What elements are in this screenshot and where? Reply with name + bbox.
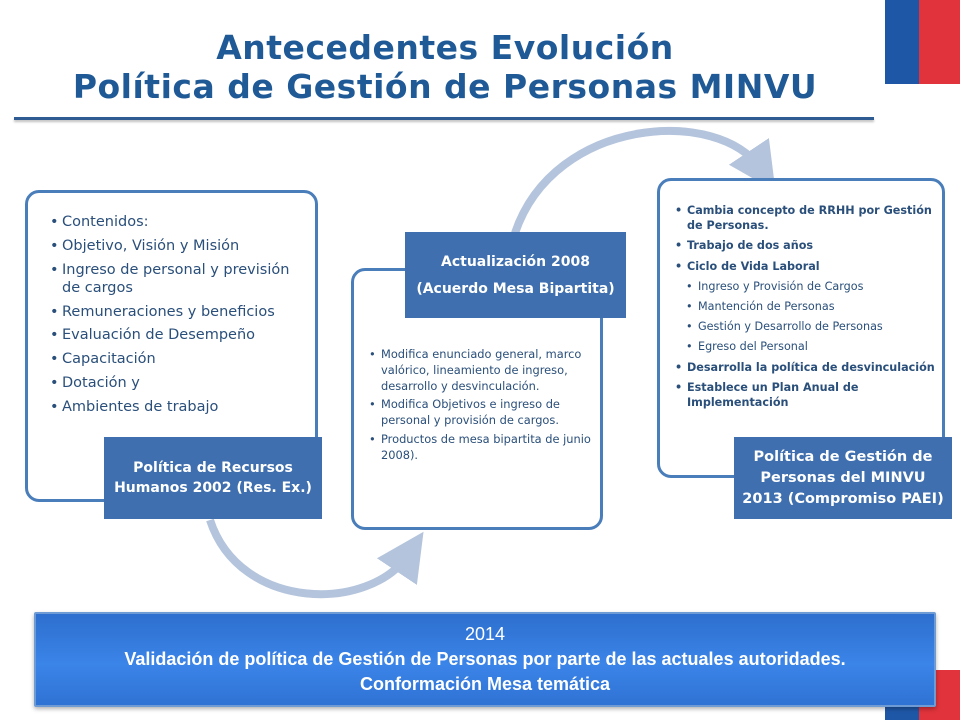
update-2008-list	[369, 347, 594, 467]
update-2008-label-title: Actualización 2008	[441, 253, 590, 270]
list-item: • Desarrolla la política de desvinculación	[675, 360, 937, 375]
list-item: • Evaluación de Desempeño	[50, 326, 310, 344]
list-sub-item: • Mantención de Personas	[675, 299, 937, 314]
policy-2013-label: Política de Gestión de Personas del MINVU 2013 (Compromiso PAEI)	[734, 437, 952, 519]
policy-2013-card	[657, 178, 945, 478]
list-item: • Establece un Plan Anual de Implementación	[675, 380, 937, 410]
policy-2002-list	[50, 213, 310, 422]
update-2008-label	[405, 232, 626, 318]
list-item: • Productos de mesa bipartita de junio 2008).	[369, 432, 594, 464]
list-item: • Modifica Objetivos e ingreso de personal y provisión de cargos.	[369, 397, 594, 429]
title-line-1: Antecedentes Evolución	[216, 28, 674, 67]
update-2008-label-subtitle: (Acuerdo Mesa Bipartita)	[416, 280, 615, 297]
list-item: • Cambia concepto de RRHH por Gestión de Personas.	[675, 203, 937, 233]
list-item: • Objetivo, Visión y Misión	[50, 237, 310, 255]
list-sub-item: • Ingreso y Provisión de Cargos	[675, 279, 937, 294]
banner-year: 2014	[464, 624, 506, 644]
policy-2013-list	[675, 203, 937, 415]
list-item: • Remuneraciones y beneficios	[50, 303, 310, 321]
list-item: • Ambientes de trabajo	[50, 398, 310, 416]
banner-line-1: Validación de política de Gestión de Personas por parte de las actuales autoridades.	[124, 649, 846, 669]
list-item: • Capacitación	[50, 350, 310, 368]
list-item: • Ciclo de Vida Laboral	[675, 259, 937, 274]
title-line-2: Política de Gestión de Personas MINVU	[72, 67, 818, 106]
list-item: • Trabajo de dos años	[675, 238, 937, 253]
banner-line-2: Conformación Mesa temática	[359, 674, 611, 694]
list-item: • Ingreso de personal y previsión de cargos	[50, 261, 310, 297]
list-sub-item: • Gestión y Desarrollo de Personas	[675, 319, 937, 334]
list-item: • Contenidos:	[50, 213, 310, 231]
arrow-2002-to-2008	[210, 520, 408, 594]
list-sub-item: • Egreso del Personal	[675, 339, 937, 354]
list-item: • Modifica enunciado general, marco valórico, lineamiento de ingreso, desarrollo y desvinculación.	[369, 347, 594, 394]
policy-2002-label: Política de Recursos Humanos 2002 (Res. Ex.)	[104, 437, 322, 519]
list-item: • Dotación y	[50, 374, 310, 392]
banner-2014	[34, 612, 936, 707]
